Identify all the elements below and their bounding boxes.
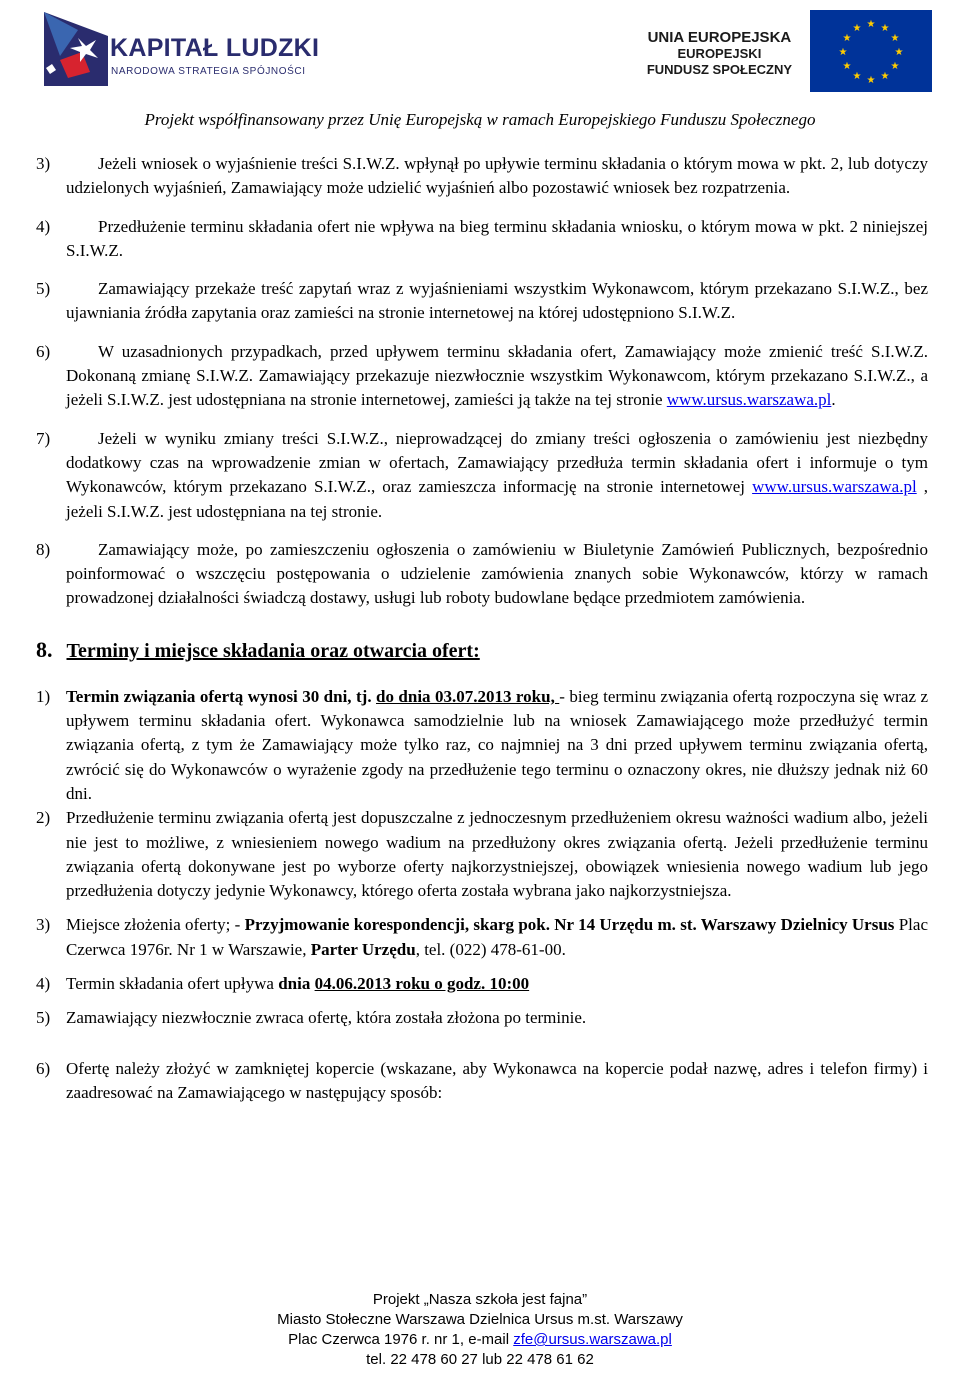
- item-text: , tel. (022) 478-61-00.: [415, 939, 566, 959]
- svg-text:★: ★: [890, 33, 900, 44]
- list-item-7: [36, 427, 928, 524]
- eu-flag-icon: [810, 10, 932, 92]
- list-item-3: [36, 152, 928, 201]
- eu-line-3: FUNDUSZ SPOŁECZNY: [646, 62, 792, 77]
- list-item-8: [36, 538, 928, 611]
- list-item-5: [36, 277, 928, 326]
- section-number: 8.: [36, 636, 53, 662]
- list-item-6: [36, 340, 928, 413]
- page-footer: [0, 1290, 960, 1370]
- item-number: 6): [36, 1058, 51, 1078]
- terms-item-1: [36, 685, 928, 806]
- item-deadline-date: do dnia 03.07.2013 roku,: [376, 686, 560, 706]
- item-text: W uzasadnionych przypadkach, przed upływem terminu składania ofert, Zamawiający może zmienić treść S.I.W.Z. Dokonaną zmianę S.I.W.Z. Zamawiający przekazuje niezwłocznie wszystkim Wykonawcom, którym przekazano S.I.W.Z., a jeżeli S.I.W.Z. jest udostępniana na stronie internetowej, zamieści ją także na tej stronie: [66, 341, 928, 410]
- item-text: - bieg terminu związania ofertą rozpoczyna się wraz z upływem terminu składania ofert. Wykonawca samodzielnie lub na wniosek Zamawiającego może przedłużyć termin związania ofertą, z tym że Zamawiający może tylko raz, co najmniej na 3 dni przed upływem terminu związania ofertą, zwrócić się do Wykonawców o wyrażenie zgody na przedłużenie tego terminu o oznaczony okres, nie dłuższy jednak niż 60 dni.: [66, 686, 929, 803]
- section-heading: [36, 635, 928, 667]
- item-bold-text: Przyjmowanie korespondencji, skarg pok. Nr 14 Urzędu m. st. Warszawy Dzielnicy Ursus: [244, 915, 895, 935]
- terms-item-6: [36, 1057, 928, 1106]
- item-number: 5): [36, 1008, 51, 1028]
- terms-item-2: [36, 806, 928, 903]
- svg-text:★: ★: [866, 19, 876, 30]
- item-text: Jeżeli w wyniku zmiany treści S.I.W.Z., nieprowadzącej do zmiany treści ogłoszenia o zamówieniu jest niezbędny dodatkowy czas na wprowadzenie zmian w ofertach, Zamawiający przedłuża termin składania ofert i informuje o tym Wykonawców, którym przekazano S.I.W.Z., oraz zamieszcza informację na stronie internetowej: [66, 428, 928, 497]
- item-number: 5): [36, 279, 51, 299]
- item-text: Zamawiający przekaże treść zapytań wraz z wyjaśnieniami wszystkim Wykonawcom, którym przekazano S.I.W.Z., bez ujawniania źródła zapytania oraz zamieści na stronie internetowej na której udostępniono S.I.W.Z.: [66, 279, 928, 323]
- terms-item-5: [36, 1006, 928, 1030]
- kl-logo-subtitle: NARODOWA STRATEGIA SPÓJNOŚCI: [111, 66, 306, 77]
- item-bold-text: Parter Urzędu: [310, 939, 416, 959]
- item-number: 3): [36, 915, 51, 935]
- footer-address: [0, 1330, 960, 1350]
- terms-item-4: [36, 972, 928, 996]
- footer-email-link[interactable]: zfe@ursus.warszawa.pl: [513, 1331, 672, 1348]
- item-text: Termin składania ofert upływa: [66, 974, 279, 994]
- svg-text:★: ★: [842, 61, 852, 72]
- item-text: Plac Czerwca 1976r. Nr 1 w Warszawie,: [66, 915, 928, 959]
- item-text: Jeżeli wniosek o wyjaśnienie treści S.I.W.Z. wpłynął po upływie terminu składania o którym mowa w pkt. 2, lub dotyczy udzielonych wyjaśnień, Zamawiający może udzielić wyjaśnień albo pozostawić wniosek bez rozpatrzenia.: [66, 154, 928, 198]
- header-banner: [0, 0, 960, 129]
- item-number: 2): [36, 808, 51, 828]
- footer-address-text: Plac Czerwca 1976 r. nr 1, e-mail: [288, 1331, 514, 1348]
- item-text: Ofertę należy złożyć w zamkniętej kopercie (wskazane, aby Wykonawca na kopercie podał nazwę, adres i telefon firmy) i zaadresować na Zamawiającego w następujący sposób:: [66, 1058, 928, 1102]
- item-number: 4): [36, 216, 51, 236]
- svg-text:★: ★: [852, 23, 862, 34]
- svg-text:★: ★: [842, 33, 852, 44]
- svg-text:★: ★: [880, 23, 890, 34]
- item-text-after: .: [831, 390, 836, 410]
- svg-text:★: ★: [880, 71, 890, 82]
- item-number: 8): [36, 539, 51, 559]
- list-item-4: [36, 215, 928, 264]
- kl-logo-title: KAPITAŁ LUDZKI: [110, 34, 320, 62]
- svg-text:★: ★: [852, 71, 862, 82]
- item-bold-text: Termin związania ofertą wynosi 30 dni, tj.: [66, 686, 377, 706]
- document-body: [36, 152, 928, 1105]
- item-deadline-date: 04.06.2013 roku o godz. 10:00: [314, 974, 530, 994]
- footer-project-name: Projekt „Nasza szkoła jest fajna”: [372, 1291, 588, 1308]
- item-number: 3): [36, 154, 51, 173]
- item-number: 6): [36, 341, 51, 361]
- item-text: Zamawiający może, po zamieszczeniu ogłoszenia o zamówieniu w Biuletynie Zamówień Publicznych, bezpośrednio poinformować o wszczęciu postępowania o udzielenie zamówienia znanych sobie Wykonawców, którzy w ramach prowadzonej działalności świadczą dostawy, usługi lub roboty budowlane będące przedmiotem zamówienia.: [66, 539, 928, 608]
- eu-line-2: EUROPEJSKI: [677, 46, 762, 61]
- website-link[interactable]: www.ursus.warszawa.pl: [666, 390, 832, 410]
- website-link[interactable]: www.ursus.warszawa.pl: [752, 477, 917, 497]
- eu-line-1: UNIA EUROPEJSKA: [647, 29, 792, 46]
- item-text: Przedłużenie terminu związania ofertą jest dopuszczalne z jednoczesnym przedłużeniem okresu ważności wadium albo, jeżeli nie jest to możliwe, z wniesieniem nowego wadium na przedłużony okres związania ofertą. Jeżeli przedłużenie terminu związania ofertą dokonywane jest po wyborze oferty najkorzystniejszej, obowiązek wniesienia nowego wadium lub jego przedłużenia dotyczy jedynie Wykonawcy, którego oferta została wybrana jako najkorzystniejsza.: [66, 808, 928, 901]
- item-number: 1): [36, 686, 51, 706]
- item-text: Zamawiający niezwłocznie zwraca ofertę, która została złożona po terminie.: [66, 1008, 587, 1028]
- section-title: Terminy i miejsce składania oraz otwarcia ofert:: [66, 639, 480, 662]
- svg-text:★: ★: [866, 75, 876, 86]
- item-number: 4): [36, 974, 51, 994]
- svg-text:★: ★: [894, 47, 904, 58]
- eu-text-block: [647, 30, 792, 78]
- item-number: 7): [36, 428, 51, 448]
- svg-text:★: ★: [838, 47, 848, 58]
- footer-phone: tel. 22 478 60 27 lub 22 478 61 62: [366, 1351, 594, 1368]
- footer-institution: Miasto Stołeczne Warszawa Dzielnica Ursus m.st. Warszawy: [277, 1311, 683, 1328]
- item-text: Miejsce złożenia oferty; -: [66, 915, 245, 935]
- item-text: Przedłużenie terminu składania ofert nie wpływa na bieg terminu składania wniosku, o którym mowa w pkt. 2 niniejszej S.I.W.Z.: [66, 216, 928, 260]
- item-text-after: , jeżeli S.I.W.Z. jest udostępniana na tej stronie.: [66, 477, 929, 521]
- cofinancing-subtitle: Projekt współfinansowany przez Unię Europejską w ramach Europejskiego Funduszu Społecznego: [144, 110, 816, 129]
- item-bold-text: dnia: [278, 974, 315, 994]
- terms-item-3: [36, 913, 928, 962]
- svg-text:★: ★: [890, 61, 900, 72]
